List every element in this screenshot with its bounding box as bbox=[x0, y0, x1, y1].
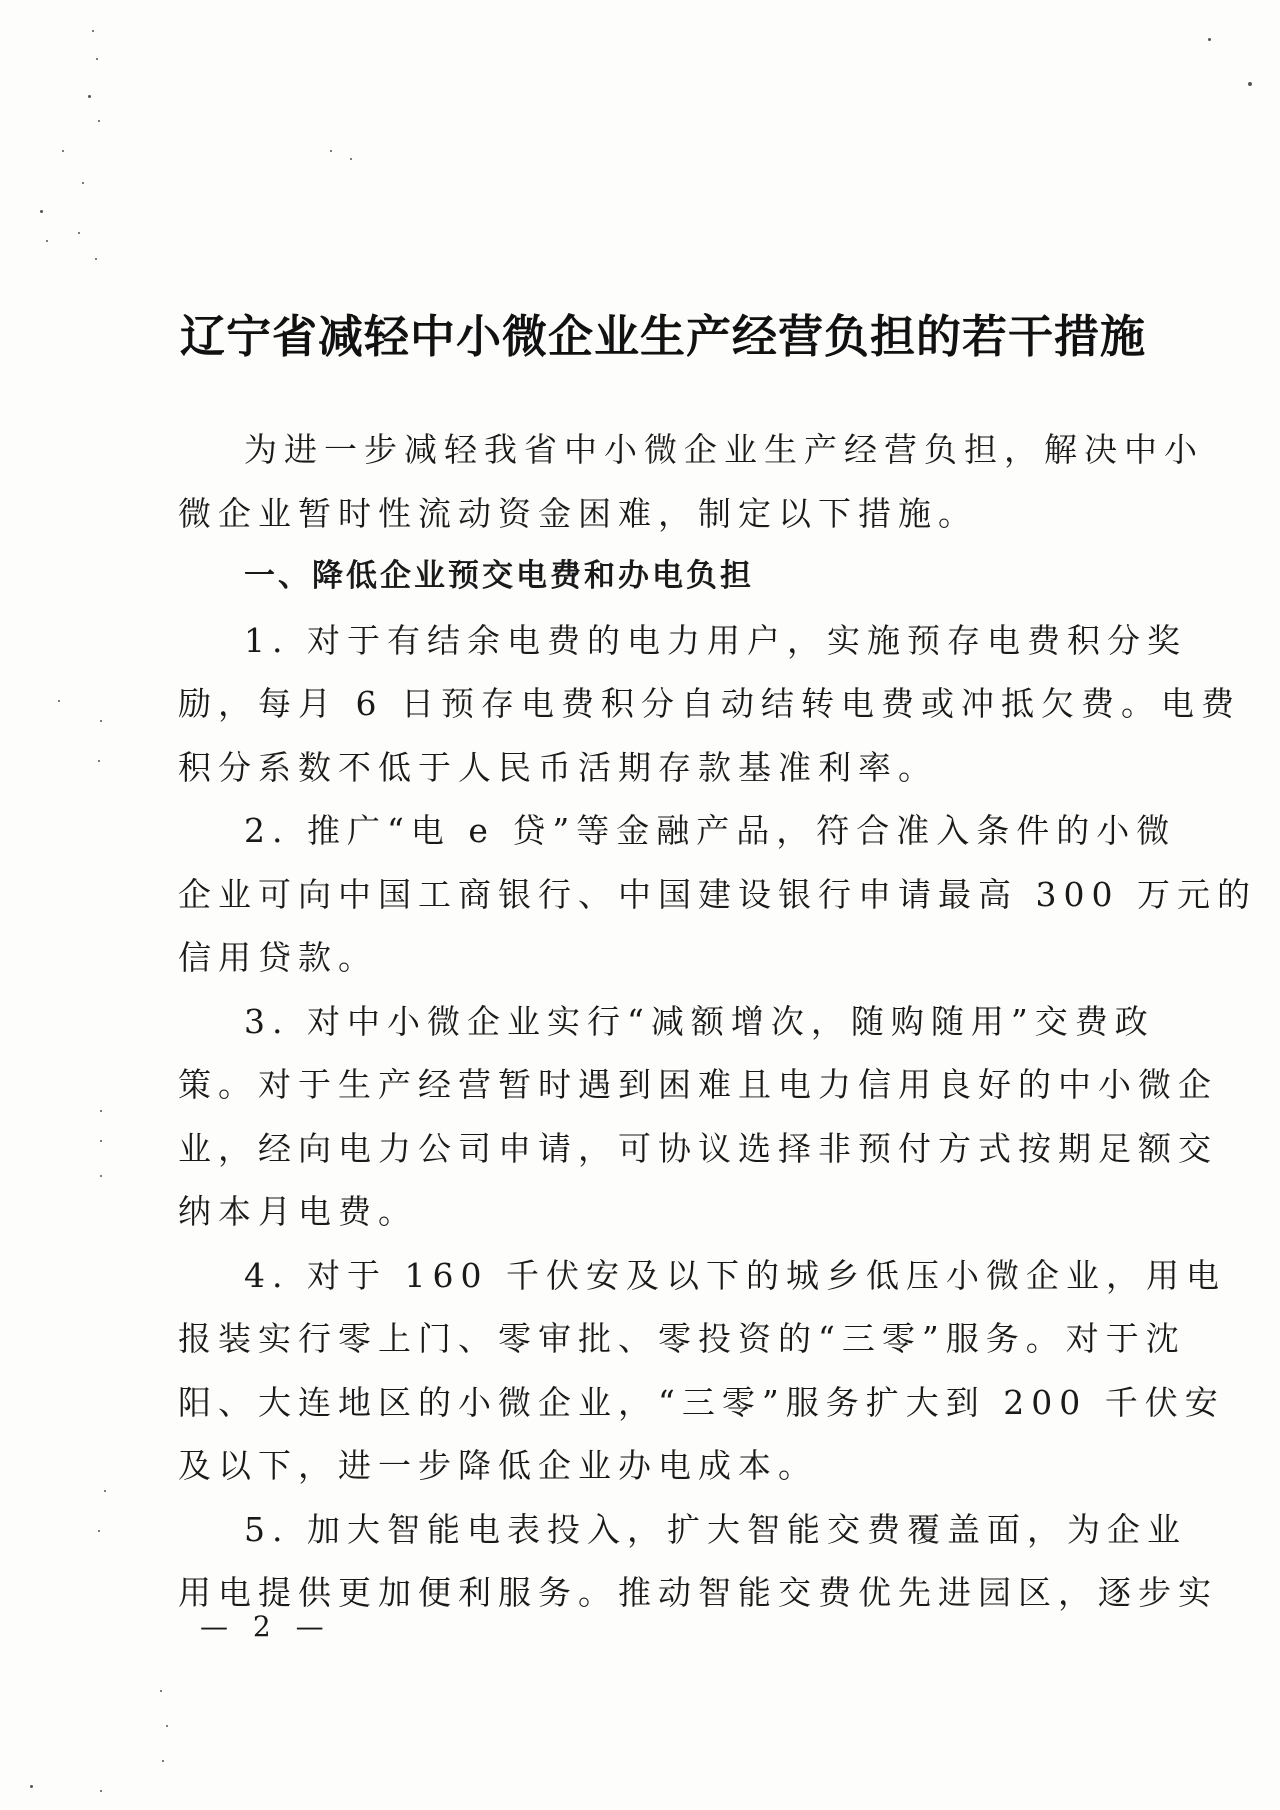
document-title: 辽宁省减轻中小微企业生产经营负担的若干措施 bbox=[180, 310, 1147, 363]
scan-speck bbox=[78, 232, 80, 234]
scan-speck bbox=[40, 210, 43, 213]
measure-5-line: 用电提供更加便利服务。推动智能交费优先进园区，逐步实 bbox=[178, 1573, 1218, 1612]
scan-speck bbox=[98, 120, 100, 122]
scan-speck bbox=[104, 1490, 106, 1492]
measure-3-line: 业，经向电力公司申请，可协议选择非预付方式按期足额交 bbox=[178, 1128, 1218, 1168]
scan-speck bbox=[98, 760, 100, 762]
measure-2-line: 信用贷款。 bbox=[178, 938, 378, 977]
scan-speck bbox=[100, 1790, 102, 1792]
measure-4-line: 及以下，进一步降低企业办电成本。 bbox=[178, 1446, 818, 1485]
measure-2-line: 企业可向中国工商银行、中国建设银行申请最高 300 万元的 bbox=[178, 874, 1257, 914]
scan-speck bbox=[350, 158, 352, 160]
scan-speck bbox=[88, 95, 91, 98]
scan-speck bbox=[100, 1140, 102, 1142]
intro-paragraph-line: 为进一步减轻我省中小微企业生产经营负担，解决中小 bbox=[244, 430, 1204, 469]
scan-speck bbox=[58, 700, 60, 702]
scan-speck bbox=[100, 1110, 102, 1112]
scan-speck bbox=[62, 150, 64, 152]
scan-speck bbox=[96, 58, 98, 60]
scan-speck bbox=[1208, 38, 1211, 41]
scan-speck bbox=[162, 1760, 164, 1762]
measure-4-line: 4. 对于 160 千伏安及以下的城乡低压小微企业，用电 bbox=[244, 1255, 1226, 1295]
document-body bbox=[178, 418, 1257, 1625]
measure-1-line: 励，每月 6 日预存电费积分自动结转电费或冲抵欠费。电费 bbox=[178, 684, 1241, 723]
scan-speck bbox=[92, 30, 94, 32]
measure-3-line: 纳本月电费。 bbox=[178, 1192, 418, 1231]
scan-speck bbox=[1248, 82, 1252, 86]
scan-speck bbox=[330, 150, 332, 152]
measure-1-line: 积分系数不低于人民币活期存款基准利率。 bbox=[178, 747, 938, 787]
measure-5-line: 5. 加大智能电表投入，扩大智能交费覆盖面，为企业 bbox=[244, 1509, 1187, 1549]
page-number: — 2 — bbox=[200, 1610, 332, 1643]
measure-3-line: 策。对于生产经营暂时遇到困难且电力信用良好的中小微企 bbox=[178, 1065, 1218, 1104]
scan-speck bbox=[46, 240, 48, 242]
scan-speck bbox=[30, 1785, 33, 1788]
scan-speck bbox=[100, 720, 102, 722]
intro-paragraph-line: 微企业暂时性流动资金困难，制定以下措施。 bbox=[178, 493, 978, 533]
scan-speck bbox=[100, 1175, 102, 1177]
measure-4-line: 阳、大连地区的小微企业，“三零”服务扩大到 200 千伏安 bbox=[178, 1382, 1225, 1422]
scan-speck bbox=[82, 182, 84, 184]
measure-3-line: 3. 对中小微企业实行“减额增次，随购随用”交费政 bbox=[244, 1001, 1155, 1041]
scan-speck bbox=[95, 258, 97, 260]
scan-speck bbox=[166, 1725, 168, 1727]
scan-speck bbox=[160, 1690, 162, 1692]
measure-2-line: 2. 推广“电 e 贷”等金融产品，符合准入条件的小微 bbox=[244, 811, 1177, 850]
scan-speck bbox=[98, 1530, 100, 1532]
section-heading: 一、降低企业预交电费和办电负担 bbox=[244, 558, 754, 594]
measure-1-line: 1. 对于有结余电费的电力用户，实施预存电费积分奖 bbox=[244, 620, 1187, 660]
measure-4-line: 报装实行零上门、零审批、零投资的“三零”服务。对于沈 bbox=[178, 1319, 1186, 1358]
